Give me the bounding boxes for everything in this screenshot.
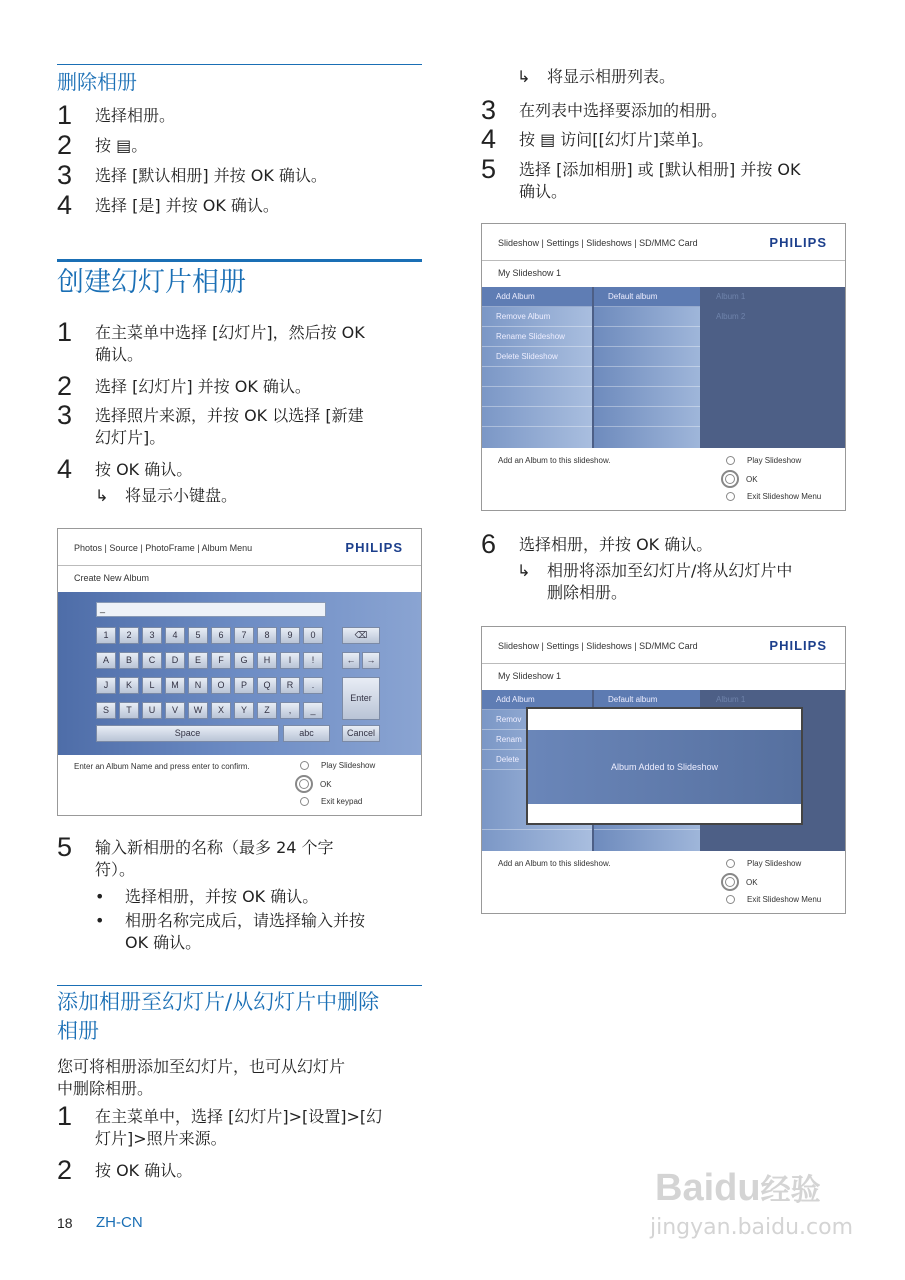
key-o[interactable]: O <box>211 677 231 694</box>
step: 3 选择 [默认相册] 并按 OK 确认。 <box>57 160 327 190</box>
key-a[interactable]: A <box>96 652 116 669</box>
key-t[interactable]: T <box>119 702 139 719</box>
menu-column-sources <box>702 287 846 448</box>
philips-logo: PHILIPS <box>769 235 827 250</box>
key-0[interactable]: 0 <box>303 627 323 644</box>
option-ok[interactable]: OK <box>300 775 332 793</box>
key-q[interactable]: Q <box>257 677 277 694</box>
option-play-slideshow[interactable]: Play Slideshow <box>726 456 801 465</box>
key-y[interactable]: Y <box>234 702 254 719</box>
key-u[interactable]: U <box>142 702 162 719</box>
ok-dial-icon <box>295 775 313 793</box>
screen-subtitle: My Slideshow 1 <box>498 268 562 278</box>
radio-icon <box>726 895 735 904</box>
option-exit-keypad[interactable]: Exit keypad <box>300 797 362 806</box>
screen-breadcrumb: Slideshow | Settings | Slideshows | SD/MMC Card <box>498 238 698 248</box>
step: 1 在主菜单中选择 [幻灯片]，然后按 OK 确认。 <box>57 317 365 364</box>
radio-icon <box>726 492 735 501</box>
key-3[interactable]: 3 <box>142 627 162 644</box>
key-b[interactable]: B <box>119 652 139 669</box>
section-title-delete-album: 删除相册 <box>57 70 137 94</box>
step: 1 选择相册。 <box>57 100 176 130</box>
menu-panel <box>482 287 845 448</box>
arrow-icon: ↳ <box>95 486 109 505</box>
album-1-item[interactable]: Album 1 <box>716 695 746 704</box>
key-k[interactable]: K <box>119 677 139 694</box>
space-key[interactable]: Space <box>96 725 279 742</box>
menu-add-album[interactable]: Add Album <box>482 287 592 307</box>
key-6[interactable]: 6 <box>211 627 231 644</box>
screen-footer-hint: Add an Album to this slideshow. <box>498 859 611 868</box>
slideshow-menu-screenshot <box>481 223 846 511</box>
radio-icon <box>300 797 309 806</box>
album-name-input[interactable]: _ <box>96 602 326 617</box>
cancel-key[interactable]: Cancel <box>342 725 380 742</box>
option-exit-slideshow-menu[interactable]: Exit Slideshow Menu <box>726 492 821 501</box>
left-arrow-key[interactable]: ← <box>342 652 360 669</box>
key-5[interactable]: 5 <box>188 627 208 644</box>
key-c[interactable]: C <box>142 652 162 669</box>
key-z[interactable]: Z <box>257 702 277 719</box>
step: 4 按 ▤ 访问[[幻灯片]菜单]。 <box>481 124 714 154</box>
key-w[interactable]: W <box>188 702 208 719</box>
screen-breadcrumb: Photos | Source | PhotoFrame | Album Menu <box>74 543 253 553</box>
key-f[interactable]: F <box>211 652 231 669</box>
radio-icon <box>726 859 735 868</box>
menu-rename-slideshow[interactable]: Renam <box>482 730 592 750</box>
key-underscore[interactable]: _ <box>303 702 323 719</box>
step: 5 输入新相册的名称（最多 24 个字 符）。 <box>57 832 334 879</box>
section-rule <box>57 259 422 262</box>
abc-key[interactable]: abc <box>283 725 330 742</box>
step: 2 按 OK 确认。 <box>57 1155 193 1185</box>
key-s[interactable]: S <box>96 702 116 719</box>
step: 6 选择相册，并按 OK 确认。 <box>481 529 713 559</box>
option-ok[interactable]: OK <box>726 873 758 891</box>
section-rule <box>57 64 422 65</box>
intro-paragraph: 您可将相册添加至幻灯片，也可从幻灯片 中删除相册。 <box>57 1057 346 1098</box>
screen-subtitle: My Slideshow 1 <box>498 671 562 681</box>
key-4[interactable]: 4 <box>165 627 185 644</box>
philips-logo: PHILIPS <box>345 540 403 555</box>
step: 5 选择 [添加相册] 或 [默认相册] 并按 OK 确认。 <box>481 154 801 201</box>
section-rule <box>57 985 422 986</box>
baidu-watermark-url: jingyan.baidu.com <box>650 1215 854 1240</box>
page-number: 18 <box>57 1215 73 1231</box>
menu-add-album[interactable]: Add Album <box>482 690 592 710</box>
album-added-screenshot <box>481 626 846 914</box>
step: 4 按 OK 确认。 <box>57 454 193 484</box>
menu-remove-album[interactable]: Remov <box>482 710 592 730</box>
baidu-watermark-logo: Baidu经验 <box>655 1167 821 1209</box>
menu-rename-slideshow[interactable]: Rename Slideshow <box>482 327 592 347</box>
menu-remove-album[interactable]: Remove Album <box>482 307 592 327</box>
key-e[interactable]: E <box>188 652 208 669</box>
key-i[interactable]: I <box>280 652 300 669</box>
backspace-key[interactable]: ⌫ <box>342 627 380 644</box>
ok-dial-icon <box>721 470 739 488</box>
menu-panel <box>482 690 845 851</box>
arrow-icon: ↳ <box>517 561 531 580</box>
key-p[interactable]: P <box>234 677 254 694</box>
key-l[interactable]: L <box>142 677 162 694</box>
key-period[interactable]: . <box>303 677 323 694</box>
key-j[interactable]: J <box>96 677 116 694</box>
default-album-item[interactable]: Default album <box>594 287 700 307</box>
option-play-slideshow[interactable]: Play Slideshow <box>726 859 801 868</box>
key-9[interactable]: 9 <box>280 627 300 644</box>
step: 3 在列表中选择要添加的相册。 <box>481 95 728 125</box>
section-title-create-slideshow: 创建幻灯片相册 <box>57 267 246 298</box>
key-x[interactable]: X <box>211 702 231 719</box>
enter-key[interactable]: Enter <box>342 677 380 720</box>
step: 2 按 ▤。 <box>57 130 148 160</box>
dialog-message: Album Added to Slideshow <box>528 730 801 804</box>
key-n[interactable]: N <box>188 677 208 694</box>
step: 4 选择 [是] 并按 OK 确认。 <box>57 190 279 220</box>
bullet-item: • 相册名称完成后，请选择输入并按 OK 确认。 <box>95 911 366 952</box>
right-arrow-key[interactable]: → <box>362 652 380 669</box>
option-ok[interactable]: OK <box>726 470 758 488</box>
key-8[interactable]: 8 <box>257 627 277 644</box>
confirmation-dialog <box>526 707 803 825</box>
step: 3 选择照片来源，并按 OK 以选择 [新建 幻灯片]。 <box>57 400 364 447</box>
ok-dial-icon <box>721 873 739 891</box>
key-r[interactable]: R <box>280 677 300 694</box>
option-exit-slideshow-menu[interactable]: Exit Slideshow Menu <box>726 895 821 904</box>
screen-breadcrumb: Slideshow | Settings | Slideshows | SD/MMC Card <box>498 641 698 651</box>
key-7[interactable]: 7 <box>234 627 254 644</box>
key-comma[interactable]: , <box>280 702 300 719</box>
language-code: ZH-CN <box>96 1214 143 1231</box>
bullet-item: • 选择相册，并按 OK 确认。 <box>95 887 319 906</box>
keyboard-screenshot <box>57 528 422 816</box>
key-d[interactable]: D <box>165 652 185 669</box>
menu-column-actions <box>482 287 592 448</box>
result-line: ↳ 将显示相册列表。 <box>517 67 676 86</box>
key-m[interactable]: M <box>165 677 185 694</box>
key-h[interactable]: H <box>257 652 277 669</box>
screen-footer-hint: Enter an Album Name and press enter to confirm. <box>74 762 250 771</box>
section-title-add-remove-album: 添加相册至幻灯片/从幻灯片中删除 相册 <box>57 990 380 1043</box>
philips-logo: PHILIPS <box>769 638 827 653</box>
result-line: ↳ 相册将添加至幻灯片/将从幻灯片中 删除相册。 <box>517 561 793 602</box>
radio-icon <box>726 456 735 465</box>
key-2[interactable]: 2 <box>119 627 139 644</box>
key-v[interactable]: V <box>165 702 185 719</box>
album-1-item[interactable]: Album 1 <box>716 292 746 301</box>
menu-delete-slideshow[interactable]: Delete <box>482 750 592 770</box>
step: 2 选择 [幻灯片] 并按 OK 确认。 <box>57 371 311 401</box>
key-1[interactable]: 1 <box>96 627 116 644</box>
keyboard-panel <box>58 592 421 755</box>
arrow-icon: ↳ <box>517 67 531 86</box>
key-g[interactable]: G <box>234 652 254 669</box>
result-line: ↳ 将显示小键盘。 <box>95 486 238 505</box>
screen-subtitle: Create New Album <box>74 573 150 583</box>
album-2-item[interactable]: Album 2 <box>716 312 746 321</box>
menu-column-albums <box>594 287 700 448</box>
option-play-slideshow[interactable]: Play Slideshow <box>300 761 375 770</box>
screen-footer-hint: Add an Album to this slideshow. <box>498 456 611 465</box>
step: 1 在主菜单中，选择 [幻灯片]>[设置]>[幻 灯片]>照片来源。 <box>57 1101 383 1148</box>
key-exclamation[interactable]: ! <box>303 652 323 669</box>
menu-delete-slideshow[interactable]: Delete Slideshow <box>482 347 592 367</box>
default-album-item[interactable]: Default album <box>594 690 700 710</box>
radio-icon <box>300 761 309 770</box>
